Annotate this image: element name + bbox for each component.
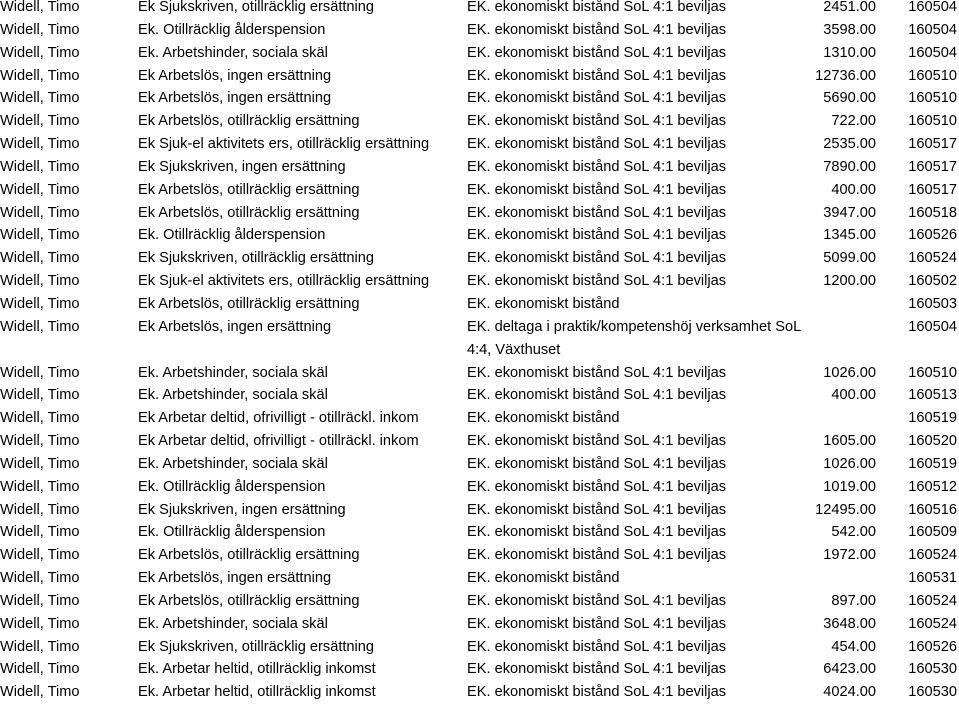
date-cell: 160530 [908, 661, 957, 678]
table-row [0, 293, 959, 316]
table-row [0, 270, 959, 293]
client-name-cell: Widell, Timo [0, 44, 80, 61]
reason-cell: Ek. Otillräcklig ålderspension [138, 524, 326, 541]
decision-cell: EK. ekonomiskt bistånd [467, 570, 620, 587]
amount-cell: 400.00 [831, 181, 876, 198]
table-row [0, 247, 959, 270]
reason-cell: Ek Sjukskriven, ingen ersättning [138, 158, 346, 175]
reason-cell: Ek. Arbetar heltid, otillräcklig inkomst [138, 684, 376, 701]
table-row [0, 110, 959, 133]
date-cell: 160504 [908, 0, 957, 15]
amount-cell: 1605.00 [823, 433, 876, 450]
client-name-cell: Widell, Timo [0, 661, 80, 678]
decision-cell: EK. ekonomiskt bistånd SoL 4:1 beviljas [467, 364, 727, 381]
decision-cell: EK. ekonomiskt bistånd SoL 4:1 beviljas [467, 501, 727, 518]
amount-cell: 12495.00 [815, 501, 876, 518]
amount-cell: 1345.00 [823, 227, 876, 244]
reason-cell: Ek Sjuk-el aktivitets ers, otillräcklig ersättning [138, 136, 430, 153]
reason-cell: Ek Arbetslös, ingen ersättning [138, 318, 332, 335]
client-name-cell: Widell, Timo [0, 387, 80, 404]
decision-cell: EK. ekonomiskt bistånd SoL 4:1 beviljas [467, 433, 727, 450]
reason-cell: Ek Arbetslös, otillräcklig ersättning [138, 547, 360, 564]
client-name-cell: Widell, Timo [0, 90, 80, 107]
date-cell: 160504 [908, 44, 957, 61]
amount-cell: 6423.00 [823, 661, 876, 678]
date-cell: 160524 [908, 592, 957, 609]
client-name-cell: Widell, Timo [0, 113, 80, 130]
table-row [0, 202, 959, 225]
reason-cell: Ek Arbetslös, ingen ersättning [138, 570, 332, 587]
date-cell: 160516 [908, 501, 957, 518]
client-name-cell: Widell, Timo [0, 570, 80, 587]
amount-cell: 12736.00 [815, 67, 876, 84]
table-row [0, 65, 959, 88]
date-cell: 160502 [908, 273, 957, 290]
client-name-cell: Widell, Timo [0, 615, 80, 632]
client-name-cell: Widell, Timo [0, 592, 80, 609]
client-name-cell: Widell, Timo [0, 684, 80, 701]
date-cell: 160524 [908, 547, 957, 564]
table-row [0, 362, 959, 385]
amount-cell: 2535.00 [823, 136, 876, 153]
amount-cell: 1026.00 [823, 455, 876, 472]
date-cell: 160509 [908, 524, 957, 541]
decision-cell: EK. ekonomiskt bistånd SoL 4:1 beviljas [467, 615, 727, 632]
date-cell: 160524 [908, 250, 957, 267]
table-row [0, 224, 959, 247]
reason-cell: Ek. Arbetshinder, sociala skäl [138, 364, 328, 381]
date-cell: 160519 [908, 410, 957, 427]
client-name-cell: Widell, Timo [0, 204, 80, 221]
table-row [0, 613, 959, 636]
client-name-cell: Widell, Timo [0, 638, 80, 655]
amount-cell: 1310.00 [823, 44, 876, 61]
amount-cell: 542.00 [831, 524, 876, 541]
date-cell: 160510 [908, 364, 957, 381]
date-cell: 160504 [908, 21, 957, 38]
client-name-cell: Widell, Timo [0, 227, 80, 244]
table-row [0, 19, 959, 42]
client-name-cell: Widell, Timo [0, 158, 80, 175]
table-row [0, 567, 959, 590]
decision-cell: EK. ekonomiskt bistånd SoL 4:1 beviljas [467, 90, 727, 107]
decision-cell: EK. ekonomiskt bistånd [467, 295, 620, 312]
date-cell: 160519 [908, 455, 957, 472]
decision-cell: EK. ekonomiskt bistånd SoL 4:1 beviljas [467, 273, 727, 290]
amount-cell: 1026.00 [823, 364, 876, 381]
amount-cell: 454.00 [831, 638, 876, 655]
client-name-cell: Widell, Timo [0, 250, 80, 267]
table-row [0, 42, 959, 65]
reason-cell: Ek Sjukskriven, ingen ersättning [138, 501, 346, 518]
table-row [0, 544, 959, 567]
client-name-cell: Widell, Timo [0, 364, 80, 381]
date-cell: 160517 [908, 136, 957, 153]
table-row [0, 156, 959, 179]
reason-cell: Ek Arbetslös, otillräcklig ersättning [138, 204, 360, 221]
date-cell: 160510 [908, 113, 957, 130]
reason-cell: Ek Arbetslös, otillräcklig ersättning [138, 592, 360, 609]
decision-cell: EK. ekonomiskt bistånd SoL 4:1 beviljas [467, 638, 727, 655]
decision-cell: EK. ekonomiskt bistånd SoL 4:1 beviljas [467, 0, 727, 15]
table-row [0, 0, 959, 19]
amount-cell: 5099.00 [823, 250, 876, 267]
date-cell: 160513 [908, 387, 957, 404]
date-cell: 160531 [908, 570, 957, 587]
table-row [0, 681, 959, 704]
client-name-cell: Widell, Timo [0, 273, 80, 290]
date-cell: 160524 [908, 615, 957, 632]
decision-cell: EK. ekonomiskt bistånd SoL 4:1 beviljas [467, 227, 727, 244]
decision-cell: EK. ekonomiskt bistånd SoL 4:1 beviljas [467, 204, 727, 221]
client-name-cell: Widell, Timo [0, 136, 80, 153]
decision-cell: EK. ekonomiskt bistånd SoL 4:1 beviljas [467, 250, 727, 267]
amount-cell: 1972.00 [823, 547, 876, 564]
decision-cell: EK. ekonomiskt bistånd SoL 4:1 beviljas [467, 524, 727, 541]
table-row [0, 179, 959, 202]
client-name-cell: Widell, Timo [0, 0, 80, 15]
table-row [0, 658, 959, 681]
table-row [0, 453, 959, 476]
client-name-cell: Widell, Timo [0, 478, 80, 495]
table-row [0, 430, 959, 453]
reason-cell: Ek Sjuk-el aktivitets ers, otillräcklig ersättning [138, 273, 430, 290]
date-cell: 160520 [908, 433, 957, 450]
amount-cell: 4024.00 [823, 684, 876, 701]
decision-cell: EK. ekonomiskt bistånd SoL 4:1 beviljas [467, 21, 727, 38]
reason-cell: Ek Arbetslös, ingen ersättning [138, 67, 332, 84]
reason-cell: Ek Arbetar deltid, ofrivilligt - otillräckl. inkom [138, 410, 419, 427]
date-cell: 160530 [908, 684, 957, 701]
table-row [0, 407, 959, 430]
decision-cell: EK. ekonomiskt bistånd SoL 4:1 beviljas [467, 158, 727, 175]
amount-cell: 2451.00 [823, 0, 876, 15]
decision-cell: EK. ekonomiskt bistånd SoL 4:1 beviljas [467, 592, 727, 609]
date-cell: 160526 [908, 638, 957, 655]
client-name-cell: Widell, Timo [0, 524, 80, 541]
reason-cell: Ek Arbetslös, otillräcklig ersättning [138, 113, 360, 130]
reason-cell: Ek. Arbetshinder, sociala skäl [138, 615, 328, 632]
reason-cell: Ek. Otillräcklig ålderspension [138, 21, 326, 38]
table-row [0, 636, 959, 659]
client-name-cell: Widell, Timo [0, 410, 80, 427]
reason-cell: Ek Arbetslös, ingen ersättning [138, 90, 332, 107]
client-name-cell: Widell, Timo [0, 21, 80, 38]
date-cell: 160526 [908, 227, 957, 244]
decision-cell: EK. ekonomiskt bistånd SoL 4:1 beviljas [467, 387, 727, 404]
decision-cell: EK. ekonomiskt bistånd SoL 4:1 beviljas [467, 547, 727, 564]
client-name-cell: Widell, Timo [0, 433, 80, 450]
decision-cell: EK. ekonomiskt bistånd SoL 4:1 beviljas [467, 113, 727, 130]
client-name-cell: Widell, Timo [0, 318, 80, 335]
date-cell: 160504 [908, 318, 957, 335]
table-row [0, 499, 959, 522]
reason-cell: Ek. Arbetar heltid, otillräcklig inkomst [138, 661, 376, 678]
decision-cell: EK. ekonomiskt bistånd SoL 4:1 beviljas [467, 44, 727, 61]
client-name-cell: Widell, Timo [0, 67, 80, 84]
table-row [0, 590, 959, 613]
date-cell: 160512 [908, 478, 957, 495]
reason-cell: Ek. Arbetshinder, sociala skäl [138, 387, 328, 404]
table-row [0, 316, 959, 362]
amount-cell: 3648.00 [823, 615, 876, 632]
date-cell: 160517 [908, 181, 957, 198]
reason-cell: Ek. Otillräcklig ålderspension [138, 478, 326, 495]
client-name-cell: Widell, Timo [0, 295, 80, 312]
client-name-cell: Widell, Timo [0, 181, 80, 198]
decision-cell: EK. ekonomiskt bistånd SoL 4:1 beviljas [467, 67, 727, 84]
decision-cell: EK. ekonomiskt bistånd SoL 4:1 beviljas [467, 136, 727, 153]
date-cell: 160510 [908, 67, 957, 84]
reason-cell: Ek Arbetslös, otillräcklig ersättning [138, 295, 360, 312]
decision-cell: EK. ekonomiskt bistånd SoL 4:1 beviljas [467, 684, 727, 701]
decision-cell: EK. ekonomiskt bistånd [467, 410, 620, 427]
decision-cell: EK. ekonomiskt bistånd SoL 4:1 beviljas [467, 478, 727, 495]
amount-cell: 897.00 [831, 592, 876, 609]
decision-cell: EK. ekonomiskt bistånd SoL 4:1 beviljas [467, 181, 727, 198]
client-name-cell: Widell, Timo [0, 547, 80, 564]
amount-cell: 1019.00 [823, 478, 876, 495]
table-row [0, 476, 959, 499]
reason-cell: Ek Sjukskriven, otillräcklig ersättning [138, 0, 375, 15]
decision-cell: EK. ekonomiskt bistånd SoL 4:1 beviljas [467, 455, 727, 472]
table-row [0, 521, 959, 544]
reason-cell: Ek Sjukskriven, otillräcklig ersättning [138, 250, 375, 267]
client-name-cell: Widell, Timo [0, 455, 80, 472]
reason-cell: Ek. Arbetshinder, sociala skäl [138, 44, 328, 61]
reason-cell: Ek Arbetslös, otillräcklig ersättning [138, 181, 360, 198]
decision-cell: EK. deltaga i praktik/kompetenshöj verksamhet SoL 4:4, Växthuset [467, 318, 801, 358]
table-row [0, 384, 959, 407]
amount-cell: 5690.00 [823, 90, 876, 107]
amount-cell: 1200.00 [823, 273, 876, 290]
table-row [0, 87, 959, 110]
reason-cell: Ek. Arbetshinder, sociala skäl [138, 455, 328, 472]
date-cell: 160517 [908, 158, 957, 175]
reason-cell: Ek Arbetar deltid, ofrivilligt - otillräckl. inkom [138, 433, 419, 450]
amount-cell: 722.00 [831, 113, 876, 130]
reason-cell: Ek Sjukskriven, otillräcklig ersättning [138, 638, 375, 655]
date-cell: 160510 [908, 90, 957, 107]
decision-cell: EK. ekonomiskt bistånd SoL 4:1 beviljas [467, 661, 727, 678]
amount-cell: 7890.00 [823, 158, 876, 175]
amount-cell: 400.00 [831, 387, 876, 404]
amount-cell: 3947.00 [823, 204, 876, 221]
reason-cell: Ek. Otillräcklig ålderspension [138, 227, 326, 244]
client-name-cell: Widell, Timo [0, 501, 80, 518]
date-cell: 160503 [908, 295, 957, 312]
table-row [0, 133, 959, 156]
amount-cell: 3598.00 [823, 21, 876, 38]
date-cell: 160518 [908, 204, 957, 221]
